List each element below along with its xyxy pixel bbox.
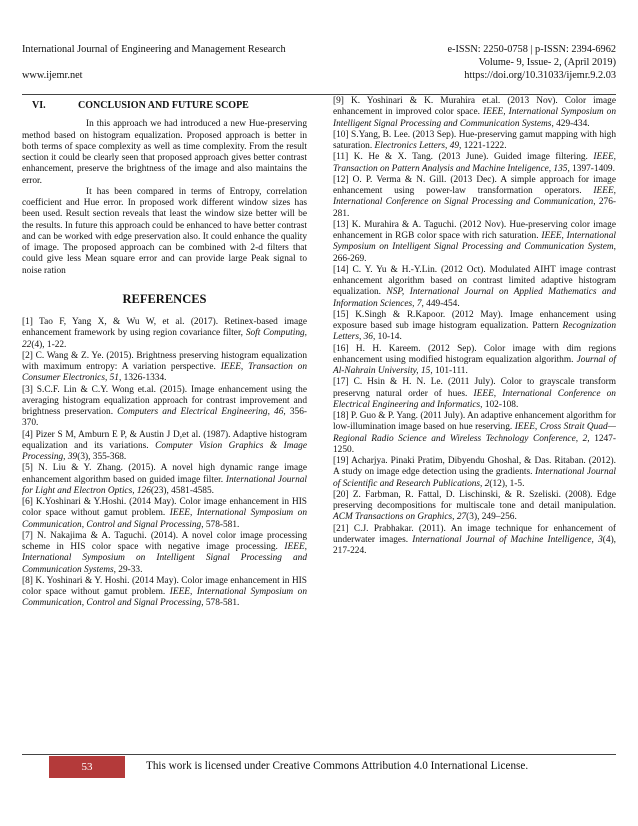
reference-text: [17] C. Hsin & H. N. Le. (2011 July). Color to grayscale transform preservng natural order of hues.	[333, 377, 616, 399]
reference-text: [15] K.Singh & R.Kapoor. (2012 May). Image enhancement using exposure based sub image histogram equalization. Pattern	[333, 309, 616, 331]
reference-source: Computer Vision Graphics & Image Processing, 39	[22, 440, 307, 462]
reference-item	[333, 456, 616, 490]
reference-text: [5] N. Liu & Y. Zhang. (2015). A novel high dynamic range image enhancement algorithm based on guided image filter.	[22, 463, 307, 485]
reference-item	[333, 265, 616, 310]
reference-pages: , 276-281.	[333, 197, 616, 219]
references-heading: REFERENCES	[122, 291, 207, 306]
reference-text: [14] C. Y. Yu & H.-Y.Lin. (2012 Oct). Modulated AIHT image contrast enhancement algorithm based on contrast limited adaptive histogram equalization.	[333, 264, 616, 298]
references-list-right	[333, 96, 616, 557]
reference-pages: , 29-33.	[113, 564, 143, 575]
reference-pages: (4), 217-224.	[333, 534, 617, 556]
reference-source: Computers and Electrical Engineering, 46	[117, 407, 284, 417]
conclusion-paragraph: In this approach we had introduced a new Hue-preserving method based on histogram equalization. Proposed approach is better in both terms of space complexity as well as time complexity. From the result section it could be clearly seen that proposed approach gives better contrast enhancement, preserve the brightness of the image and also maintains the error.	[22, 119, 307, 186]
reference-text: [13] K. Murahira & A. Taguchi. (2012 Nov). Hue-preserving color image enhancement in RGB color space with rich saturation.	[333, 219, 616, 241]
reference-source: IEEE, Cross Strait Quad—Regional Radio Science and Wireless Technology Conference, 2	[333, 422, 616, 444]
reference-pages: , 578-581.	[201, 519, 240, 530]
reference-text: [9] K. Yoshinari & K. Murahira et.al. (2013 Nov). Color image enhancement in improved color space.	[333, 96, 616, 118]
reference-pages: , 102-108.	[480, 399, 519, 410]
reference-text: [4] Pizer S M, Amburn E P, & Austin J D,et al. (1987). Adaptive histogram equalization and its variations.	[22, 429, 307, 451]
reference-text: [16] H. H. Kareem. (2012 Sep). Color image with dim regions enhancement using modified histogram equalization algorithm.	[333, 343, 616, 365]
reference-text: [8] K. Yoshinari & Y. Hoshi. (2014 May). Color image enhancement in HIS color space without gamut problem.	[22, 575, 307, 597]
reference-source: IEEE, International Symposium on Intelligent Signal Processing and Communication Systems	[22, 542, 307, 575]
reference-pages: , 1326-1334.	[118, 373, 167, 384]
reference-item	[22, 385, 307, 430]
reference-pages: , 1221-1222.	[459, 141, 507, 151]
left-column	[22, 96, 307, 610]
reference-item	[22, 463, 307, 497]
reference-item	[22, 430, 307, 464]
section-title: CONCLUSION AND FUTURE SCOPE	[78, 100, 249, 111]
journal-title: International Journal of Engineering and Management Research	[22, 44, 286, 55]
references-list-left	[22, 317, 307, 610]
reference-item	[333, 220, 616, 265]
reference-source: IEEE, International Symposium on Communication, Control and Signal Processing	[22, 587, 308, 609]
footer-divider	[22, 754, 616, 755]
reference-source: Journal of Al-Nahrain University, 15	[333, 354, 616, 376]
reference-pages: (4), 1-22.	[31, 339, 67, 350]
reference-text: [7] N. Nakajima & A. Taguchi. (2014). A novel color image processing scheme in HIS color space with negative image processing.	[22, 530, 307, 552]
reference-item	[22, 531, 307, 576]
reference-pages: , 429-434.	[551, 118, 590, 129]
reference-source: IEEE, International Symposium on Communication, Control and Signal Processing	[22, 508, 308, 530]
reference-item	[333, 130, 616, 153]
reference-item	[333, 152, 616, 175]
reference-pages: , 266-269.	[333, 242, 616, 264]
reference-pages: , 10-14.	[372, 332, 402, 343]
reference-item	[22, 576, 307, 610]
reference-pages: , 1397-1409.	[567, 163, 615, 174]
section-heading	[32, 100, 307, 111]
reference-item	[22, 351, 307, 385]
reference-pages: , 449-454.	[421, 298, 460, 309]
reference-source: IEEE, International Symposium on Intelligent Signal Processing and Communication System	[333, 231, 616, 253]
reference-pages: (12), 1-5.	[489, 478, 525, 489]
reference-pages: , 1247-1250.	[333, 433, 616, 455]
right-column	[333, 96, 616, 557]
reference-text: [3] S.C.F. Lin & C.Y. Wong et.al. (2015). Image enhancement using the averaging histogram equalization approach for contrast improvement and brightness preservation.	[22, 384, 307, 417]
reference-item	[22, 317, 307, 351]
reference-item	[333, 96, 616, 130]
reference-pages: , 101-111.	[430, 366, 468, 376]
reference-source: ACM Transactions on Graphics, 27	[333, 512, 467, 523]
reference-text: [10] S.Yang, B. Lee. (2013 Sep). Hue-preserving gamut mapping with high saturation.	[333, 129, 616, 151]
reference-source: Soft Computing, 22	[22, 328, 307, 350]
reference-text: [6] K.Yoshinari & Y.Hoshi. (2014 May). Color image enhancement in HIS color space without gamut problem.	[22, 497, 307, 519]
reference-source: International Journal for Light and Electron Optics, 126	[22, 474, 308, 496]
license-text: This work is licensed under Creative Commons Attribution 4.0 International License.	[146, 760, 529, 772]
reference-item	[333, 490, 616, 524]
reference-item	[333, 175, 616, 220]
reference-pages: (3), 355-368.	[77, 452, 127, 462]
reference-source: IEEE, International Symposium on Intelligent Signal Processing and Communication Systems	[333, 107, 616, 129]
reference-item	[333, 411, 616, 456]
reference-source: IEEE, International Conference on Electrical Engineering and Informatics	[333, 388, 616, 410]
volume-line: Volume- 9, Issue- 2, (April 2019)	[478, 57, 616, 68]
reference-text: [21] C.J. Prabhakar. (2011). An image technique for enhancement of underwater images.	[333, 523, 616, 545]
issn-line: e-ISSN: 2250-0758 | p-ISSN: 2394-6962	[447, 44, 616, 55]
reference-source: Electronics Letters, 49	[374, 141, 460, 151]
reference-source: IEEE, Transaction on Consumer Electronics, 51	[22, 362, 307, 384]
reference-item	[333, 344, 616, 378]
doi-link[interactable]: https://doi.org/10.31033/ijemr.9.2.03	[464, 70, 616, 81]
reference-text: [20] Z. Farbman, R. Fattal, D. Lischinski, & R. Szeliski. (2008). Edge preserving decompositions for multiscale tone and detail manipulation.	[333, 489, 616, 511]
page-number: 53	[49, 756, 125, 778]
reference-text: [1] Tao F, Yang X, & Wu W, et al. (2017). Retinex-based image enhancement framework by using region covariance filter,	[22, 317, 307, 339]
reference-source: IEEE, International Conference on Signal Processing and Communication	[333, 186, 616, 208]
reference-text: [11] K. He & X. Tang. (2013 June). Guided image filtering.	[333, 152, 594, 163]
reference-source: Recognization Letters, 36	[333, 321, 616, 343]
reference-text: [18] P. Guo & P. Yang. (2011 July). An adaptive enhancement algorithm for low-illumination image based on hue reserving.	[333, 411, 616, 433]
header-divider	[22, 94, 616, 95]
reference-item	[22, 497, 307, 531]
reference-item	[333, 377, 616, 411]
reference-item	[333, 310, 616, 344]
reference-pages: (23), 4581-4585.	[150, 485, 214, 496]
section-number: VI.	[32, 100, 46, 111]
reference-source: IEEE, Transaction on Pattern Analysis and Machine Inteligence, 135	[333, 152, 616, 174]
reference-pages: (3), 249–256.	[466, 512, 517, 523]
reference-text: [2] C. Wang & Z. Ye. (2015). Brightness preserving histogram equalization with maximum entropy: A variation perspective.	[22, 350, 307, 372]
reference-item	[333, 524, 616, 558]
conclusion-paragraph: It has been compared in terms of Entropy, correlation coefficient and Hue error. In proposed work different window sizes has been used. Result section reveals that least the window size better will be the results. In future this approach could be enhanced to have better contrast and can be worked with edge preservation also. It could enhance the quality of image. The proposed approach can be combined with 2-d filters that could give less Mean square error and can provide large Peak signal to noise ration	[22, 186, 307, 276]
reference-source: International Journal of Scientific and Research Publications, 2	[333, 467, 616, 489]
reference-text: [19] Acharjya. Pinaki Pratim, Dibyendu Ghoshal, & Das. Ritaban. (2012). A study on image edge detection using the gradients.	[333, 456, 616, 478]
reference-pages: , 356-370.	[22, 407, 307, 429]
reference-text: [12] O. P. Verma & N. Gill. (2013 Dec). A simple approach for image enhancement using power-law transformation operators.	[333, 174, 616, 196]
reference-source: NSP, International Journal on Applied Mathematics and Information Sciences, 7	[333, 287, 616, 309]
reference-pages: , 578-581.	[201, 598, 240, 609]
website-link[interactable]: www.ijemr.net	[22, 70, 83, 81]
reference-source: International Journal of Machine Intelligence, 3	[412, 534, 603, 545]
